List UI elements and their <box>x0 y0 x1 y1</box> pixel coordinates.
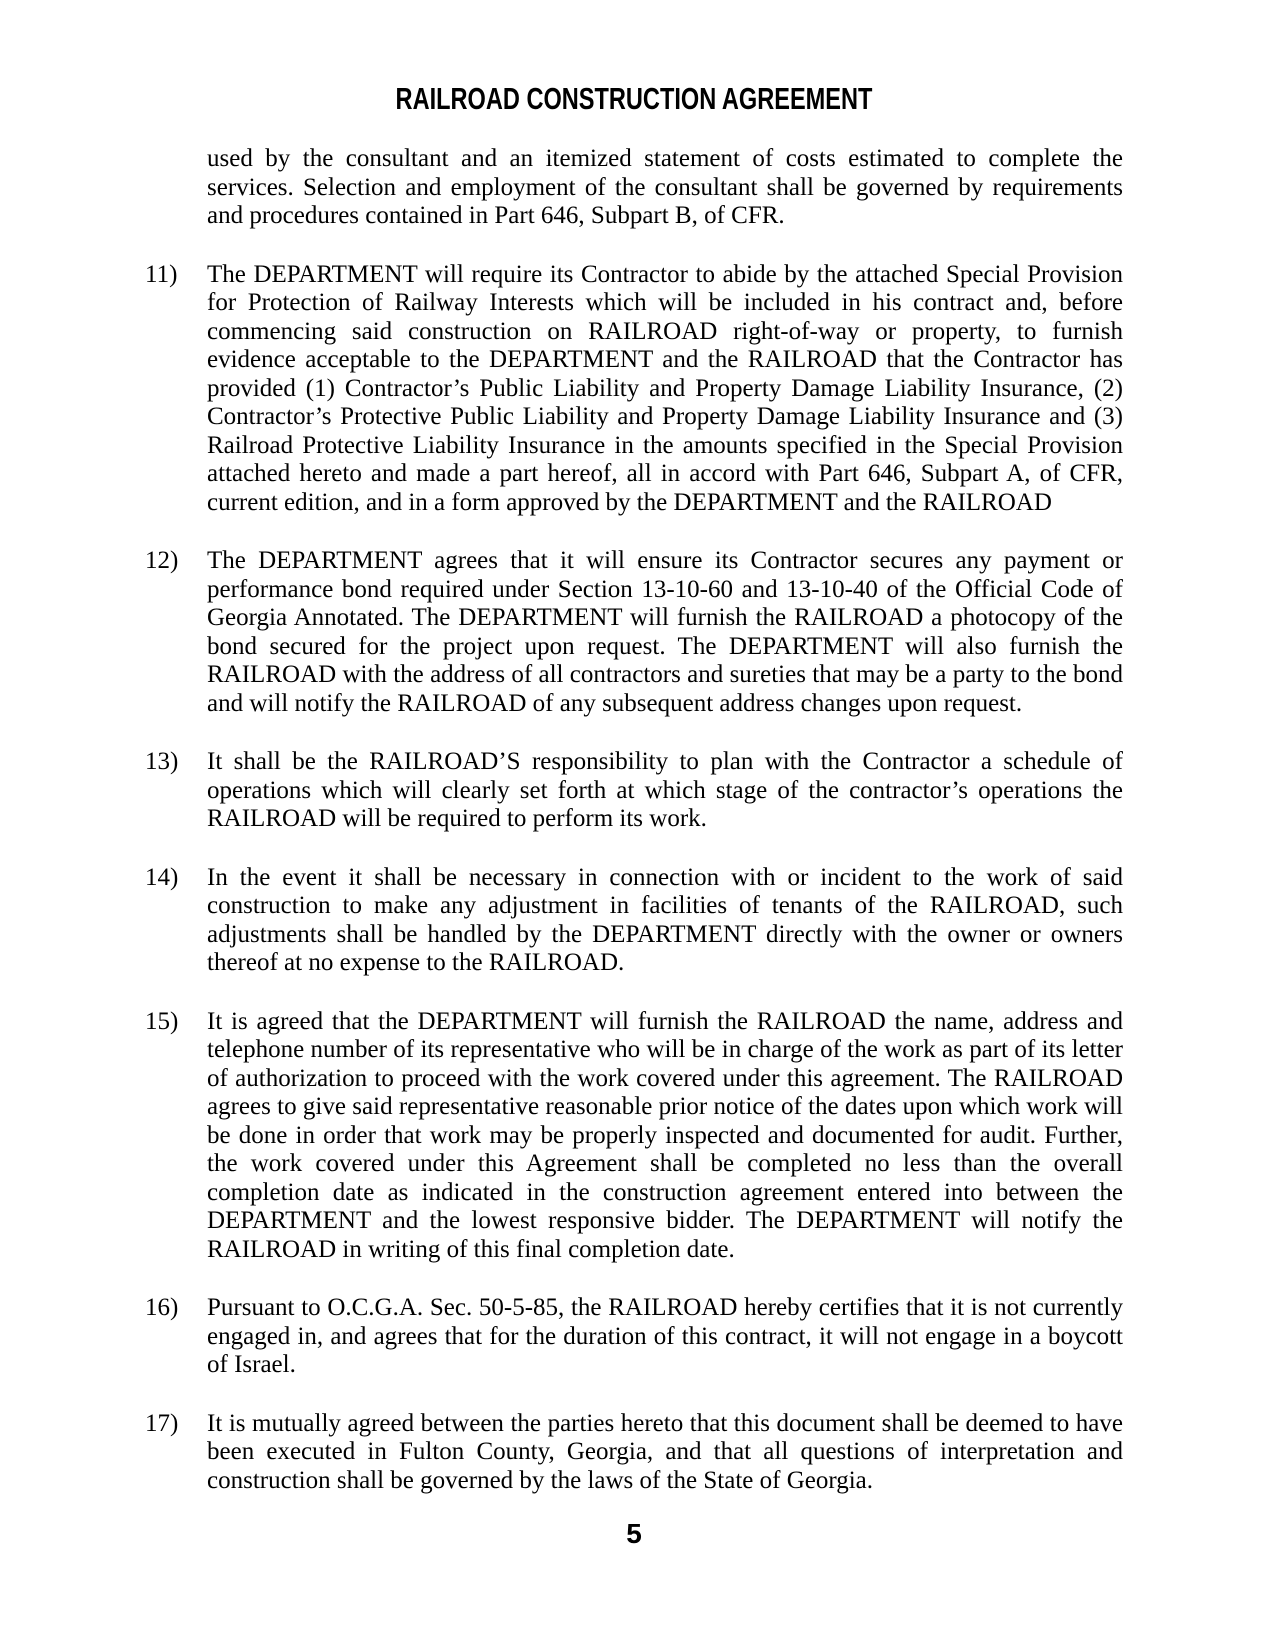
paragraph-11 <box>145 261 1123 518</box>
paragraph-text: used by the consultant and an itemized statement of costs estimated to complete the services. Selection and employment of the consultant shall be governed by requirements and procedures contained in Part 646, Subpart B, of CFR. <box>207 145 1123 229</box>
paragraph-text: Pursuant to O.C.G.A. Sec. 50-5-85, the RAILROAD hereby certifies that it is not currently engaged in, and agrees that for the duration of this contract, it will not engage in a boycott of Israel. <box>207 1294 1123 1378</box>
paragraph-number: 14) <box>145 863 179 891</box>
paragraph-number <box>145 145 207 231</box>
paragraph-number: 15) <box>145 1007 179 1035</box>
paragraph-16 <box>145 1294 1123 1380</box>
paragraph-14 <box>145 864 1123 978</box>
paragraph-continuation <box>145 145 1123 231</box>
page-number: 5 <box>626 1518 642 1549</box>
document-title: RAILROAD CONSTRUCTION AGREEMENT <box>395 81 873 116</box>
paragraph-number: 16) <box>145 1294 179 1321</box>
paragraph-12 <box>145 547 1123 718</box>
paragraph-15 <box>145 1008 1123 1265</box>
paragraph-13 <box>145 748 1123 834</box>
paragraph-number: 13) <box>145 748 179 775</box>
paragraph-text: In the event it shall be necessary in connection with or incident to the work of said construction to make any adjustment in facilities of tenants of the RAILROAD, such adjustments shall be handled by the DEPARTMENT directly with the owner or owners thereof at no expense to the RAILROAD. <box>207 863 1123 976</box>
paragraph-number: 17) <box>145 1409 179 1437</box>
document-body <box>145 145 1123 1549</box>
paragraph-number: 12) <box>145 547 179 574</box>
paragraph-text: The DEPARTMENT agrees that it will ensure its Contractor secures any payment or performance bond required under Section 13-10-60 and 13-10-40 of the Official Code of Georgia Annotated. The DEPARTMENT will furnish the RAILROAD a photocopy of the bond secured for the project upon request. The DEPARTMENT will also furnish the RAILROAD with the address of all contractors and sureties that may be a party to the bond and will notify the RAILROAD of any subsequent address changes upon request. <box>207 547 1123 717</box>
paragraph-text: The DEPARTMENT will require its Contractor to abide by the attached Special Provision for Protection of Railway Interests which will be included in his contract and, before commencing said construction on RAILROAD right-of-way or property, to furnish evidence acceptable to the DEPARTMENT and the RAILROAD that the Contractor has provided (1) Contractor’s Public Liability and Property Damage Liability Insurance, (2) Contractor’s Protective Public Liability and Property Damage Liability Insurance and (3) Railroad Protective Liability Insurance in the amounts specified in the Special Provision attached hereto and made a part hereof, all in accord with Part 646, Subpart A, of CFR, current edition, and in a form approved by the DEPARTMENT and the RAILROAD <box>207 260 1123 516</box>
paragraph-text: It shall be the RAILROAD’S responsibility to plan with the Contractor a schedule of operations which will clearly set forth at which stage of the contractor’s operations the RAILROAD will be required to perform its work. <box>207 748 1123 832</box>
paragraph-number: 11) <box>145 260 178 288</box>
paragraph-text: It is agreed that the DEPARTMENT will furnish the RAILROAD the name, address and telephone number of its representative who will be in charge of the work as part of its letter of authorization to proceed with the work covered under this agreement. The RAILROAD agrees to give said representative reasonable prior notice of the dates upon which work will be done in order that work may be properly inspected and documented for audit. Further, the work covered under this Agreement shall be completed no less than the overall completion date as indicated in the construction agreement entered into between the DEPARTMENT and the lowest responsive bidder. The DEPARTMENT will notify the RAILROAD in writing of this final completion date. <box>207 1007 1123 1263</box>
paragraph-17 <box>145 1410 1123 1496</box>
paragraph-text: It is mutually agreed between the parties hereto that this document shall be deemed to have been executed in Fulton County, Georgia, and that all questions of interpretation and construction shall be governed by the laws of the State of Georgia. <box>207 1409 1123 1494</box>
